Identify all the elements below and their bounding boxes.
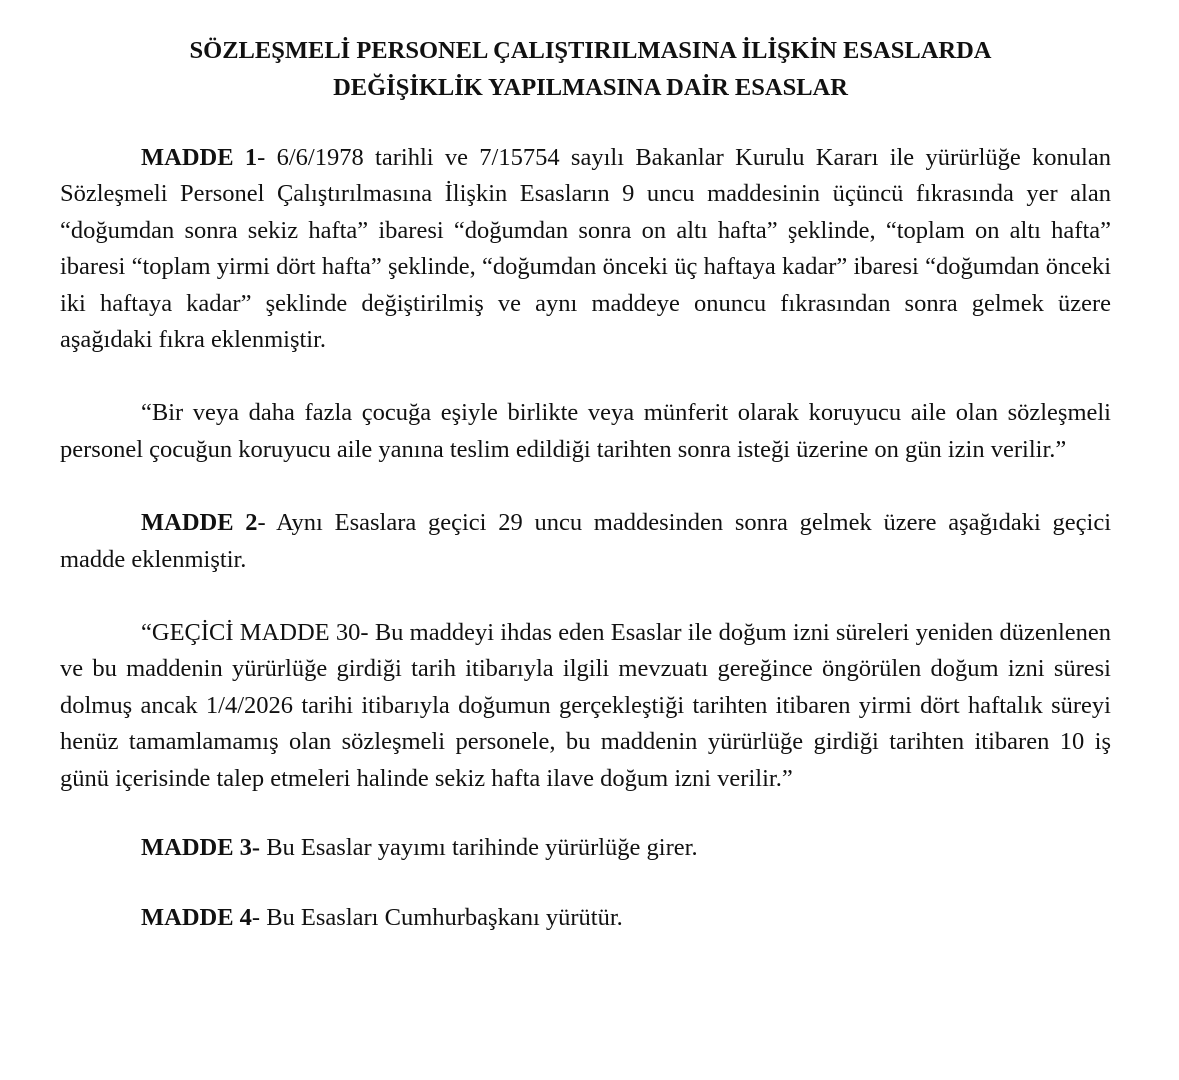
title-line-1: SÖZLEŞMELİ PERSONEL ÇALIŞTIRILMASINA İLİŞKİN ESASLARDA: [189, 37, 992, 64]
added-paragraph-quote: [60, 395, 1111, 468]
article-3: [60, 830, 1111, 866]
provisional-article-quote: [60, 615, 1111, 797]
document-title: [60, 32, 1111, 106]
title-line-2: DEĞİŞİKLİK YAPILMASINA DAİR ESASLAR: [333, 74, 848, 101]
article-4-label: MADDE 4: [141, 903, 252, 931]
article-1-separator: -: [257, 144, 277, 171]
added-paragraph-text: “Bir veya daha fazla çocuğa eşiyle birlikte veya münferit olarak koruyucu aile olan sözleşmeli personel çocuğun koruyucu aile yanına teslim edildiği tarihten sonra isteği üzerine on gün izin verilir.”: [60, 399, 1111, 463]
article-2: [60, 505, 1111, 578]
article-4-text: Bu Esasları Cumhurbaşkanı yürütür.: [266, 903, 623, 931]
article-3-text: Bu Esaslar yayımı tarihinde yürürlüğe girer.: [266, 834, 698, 862]
article-2-separator: -: [257, 509, 277, 537]
article-2-label: MADDE 2: [141, 509, 258, 537]
article-1: [60, 140, 1111, 358]
article-1-text: 6/6/1978 tarihli ve 7/15754 sayılı Bakanlar Kurulu Kararı ile yürürlüğe konulan Sözleşmeli Personel Çalıştırılmasına İlişkin Esasların 9 uncu maddesinin üçüncü fıkrasında yer alan “doğumdan sonra sekiz hafta” ibaresi “doğumdan sonra on altı hafta” şeklinde, “toplam on altı hafta” ibaresi “toplam yirmi dört hafta” şeklinde, “doğumdan önceki üç haftaya kadar” ibaresi “doğumdan önceki iki haftaya kadar” şeklinde değiştirilmiş ve aynı maddeye onuncu fıkrasından sonra gelmek üzere aşağıdaki fıkra eklenmiştir.: [60, 144, 1111, 354]
article-3-label: MADDE 3-: [141, 834, 261, 862]
article-1-label: MADDE 1: [141, 144, 258, 171]
article-4-separator: -: [251, 903, 267, 931]
article-2-text: Aynı Esaslara geçici 29 uncu maddesinden sonra gelmek üzere aşağıdaki geçici madde eklenmiştir.: [60, 509, 1112, 573]
article-4: [60, 900, 1111, 936]
provisional-article-text: “GEÇİCİ MADDE 30- Bu maddeyi ihdas eden Esaslar ile doğum izni süreleri yeniden düzenlenen ve bu maddenin yürürlüğe girdiği tarih itibarıyla ilgili mevzuatı gereğince öngörülen doğum izni süresi dolmuş ancak 1/4/2026 tarihi itibarıyla doğumun gerçekleştiği tarihten itibaren yirmi dört haftalık süreyi henüz tamamlamamış olan sözleşmeli personele, bu maddenin yürürlüğe girdiği tarihten itibaren 10 iş günü içerisinde talep etmeleri halinde sekiz hafta ilave doğum izni verilir.”: [60, 619, 1111, 792]
